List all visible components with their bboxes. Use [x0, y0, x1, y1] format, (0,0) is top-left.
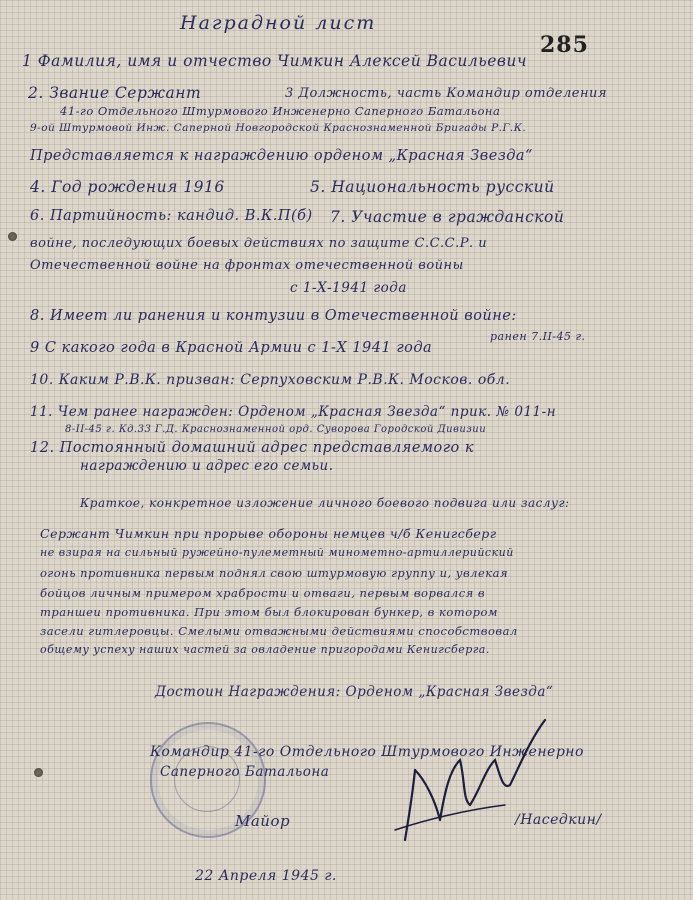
commander-rank: Майор: [235, 812, 291, 830]
summary-line: засели гитлеровцы. Смелыми отважными действиями способствовал: [40, 624, 518, 638]
field-civil-war: 7. Участие в гражданской: [330, 208, 565, 226]
field-combat-line3: с 1-Х-1941 года: [290, 280, 407, 296]
worthy-of-award: Достоин Награждения: Орденом „Красная Звезда“: [155, 684, 554, 700]
field-unit-line1: 41-го Отдельного Штурмового Инженерно Саперного Батальона: [60, 104, 501, 118]
field-previous-awards: 11. Чем ранее награжден: Орденом „Красная Звезда“ прик. № 011-н: [30, 404, 557, 420]
summary-line: огонь противника первым поднял свою штурмовую группу и, увлекая: [40, 566, 509, 580]
handwritten-signature: [385, 710, 555, 860]
field-recommended-award: Представляется к награждению орденом „Красная Звезда“: [30, 148, 533, 164]
field-wounds-value: ранен 7.II-45 г.: [490, 330, 586, 343]
field-drafted-by: 10. Каким Р.В.К. призван: Серпуховским Р.В.К. Москов. обл.: [30, 372, 511, 388]
archive-number: 285: [540, 32, 589, 58]
document-title: Наградной лист: [180, 12, 377, 34]
field-name: 1 Фамилия, имя и отчество Чимкин Алексей Васильевич: [22, 52, 528, 70]
field-unit-line2: 9-ой Штурмовой Инж. Саперной Новгородской Краснознаменной Бригады Р.Г.К.: [30, 122, 527, 134]
document-date: 22 Апреля 1945 г.: [195, 868, 337, 884]
summary-line: не взирая на сильный ружейно-пулеметный минометно-артиллерийский: [40, 546, 514, 559]
field-rank: 2. Звание Сержант: [28, 84, 202, 102]
summary-line: общему успеху наших частей за овладение пригородами Кенигсберга.: [40, 643, 490, 656]
summary-heading: Краткое, конкретное изложение личного боевого подвига или заслуг:: [80, 496, 570, 510]
binder-hole: [8, 232, 17, 241]
signature-name: /Наседкин/: [515, 812, 602, 828]
summary-line: бойцов личным примером храбрости и отваги, первым ворвался в: [40, 586, 486, 600]
commander-title-line2: Саперного Батальона: [160, 764, 330, 780]
field-wounds: 8. Имеет ли ранения и контузии в Отечественной войне:: [30, 308, 517, 324]
field-army-since: 9 С какого года в Красной Армии с 1-Х 1941 года: [30, 340, 433, 356]
binder-hole: [34, 768, 43, 777]
commander-title-line1: Командир 41-го Отдельного Штурмового Инженерно: [150, 744, 584, 760]
summary-line: траншеи противника. При этом был блокирован бункер, в котором: [40, 605, 498, 619]
field-home-address: 12. Постоянный домашний адрес представляемого к: [30, 440, 475, 456]
field-family-address: награждению и адрес его семьи.: [80, 458, 334, 474]
field-birth-year: 4. Год рождения 1916: [30, 178, 225, 196]
field-combat-line2: Отечественной войне на фронтах отечественной войны: [30, 258, 464, 273]
field-previous-awards-detail: 8-II-45 г. Кд.33 Г.Д. Краснознаменной орд. Суворова Городской Дивизии: [65, 424, 487, 435]
field-position: 3 Должность, часть Командир отделения: [285, 86, 607, 101]
summary-line: Сержант Чимкин при прорыве обороны немцев ч/б Кенигсберг: [40, 526, 497, 541]
field-nationality: 5. Национальность русский: [310, 178, 555, 196]
field-party: 6. Партийность: кандид. В.К.П(б): [30, 208, 313, 224]
field-combat-line1: войне, последующих боевых действиях по защите С.С.С.Р. и: [30, 236, 488, 251]
